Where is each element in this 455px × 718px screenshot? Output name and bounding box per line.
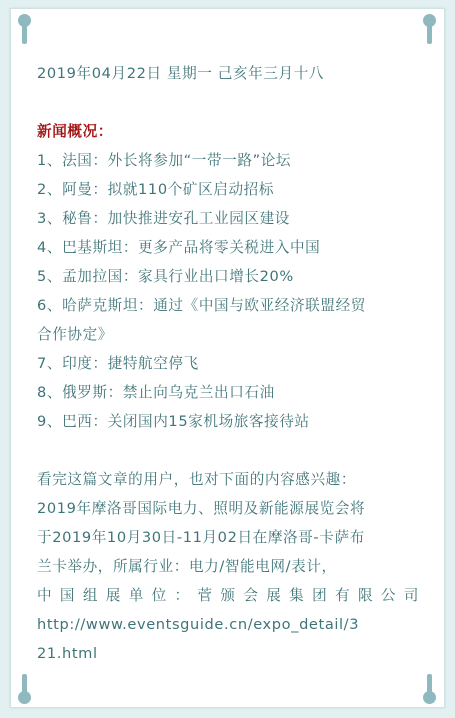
date-line: 2019年04月22日 星期一 己亥年三月十八 (37, 65, 325, 82)
recommendation-paragraph (37, 465, 419, 668)
expo-link-continuation[interactable]: 21.html (37, 645, 98, 662)
news-item: 7、印度：捷特航空停飞 (37, 355, 199, 372)
article-content (37, 59, 419, 668)
news-item: 8、俄罗斯：禁止向乌克兰出口石油 (37, 384, 275, 401)
expo-description-line: 兰卡举办，所属行业：电力/智能电网/表计， (37, 558, 337, 575)
pushpin-bottom-right-icon (423, 674, 437, 704)
recommendation-intro: 看完这篇文章的用户，也对下面的内容感兴趣： (37, 471, 357, 488)
expo-link[interactable]: http://www.eventsguide.cn/expo_detail/3 (37, 616, 360, 633)
pushpin-top-right-icon (423, 14, 437, 44)
pushpin-top-left-icon (18, 14, 32, 44)
news-item: 5、孟加拉国：家具行业出口增长20% (37, 268, 294, 285)
news-item: 3、秘鲁：加快推进安孔工业园区建设 (37, 210, 290, 227)
news-item: 6、哈萨克斯坦：通过《中国与欧亚经济联盟经贸 (37, 297, 366, 314)
expo-description-line: 于2019年10月30日-11月02日在摩洛哥-卡萨布 (37, 529, 365, 546)
expo-description-line: 2019年摩洛哥国际电力、照明及新能源展览会将 (37, 500, 366, 517)
news-item-continuation: 合作协定》 (37, 326, 113, 343)
news-item: 2、阿曼：拟就110个矿区启动招标 (37, 181, 275, 198)
news-item: 4、巴基斯坦：更多产品将零关税进入中国 (37, 239, 321, 256)
news-list (37, 146, 419, 436)
organizer-line: 中国组展单位：菅颁会展集团有限公司 (37, 587, 419, 604)
news-item: 1、法国：外长将参加“一带一路”论坛 (37, 152, 292, 169)
news-item: 9、巴西：关闭国内15家机场旅客接待站 (37, 413, 310, 430)
pushpin-bottom-left-icon (18, 674, 32, 704)
news-overview-heading: 新闻概况： (37, 123, 113, 140)
